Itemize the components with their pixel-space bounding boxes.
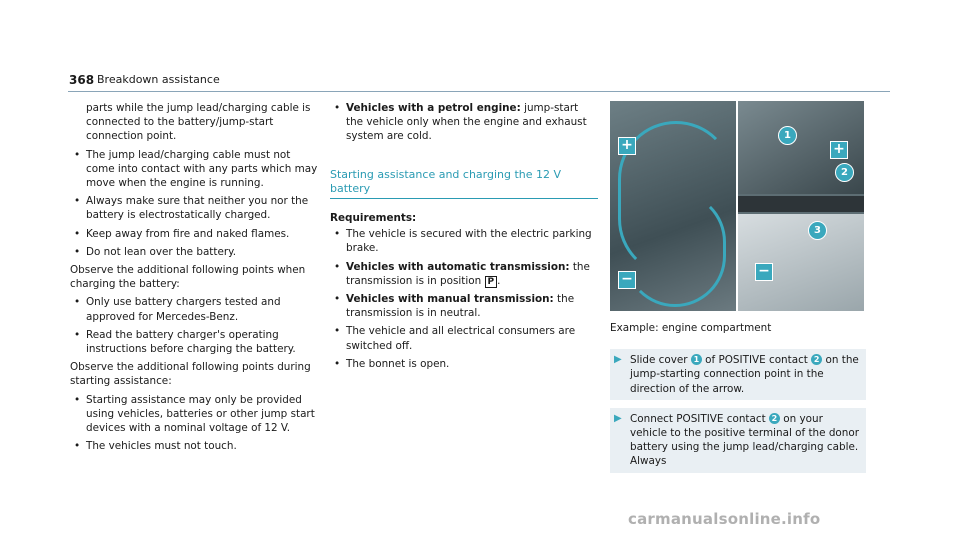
requirements-list	[330, 227, 598, 371]
bullet-icon: •	[334, 357, 341, 370]
requirements-title: Requirements:	[330, 212, 417, 225]
callout-2: 2	[811, 354, 822, 365]
list-item: • Always make sure that neither you nor the battery is electrostatically charged.	[74, 195, 309, 222]
list-item: • The bonnet is open.	[334, 357, 450, 370]
engine-compartment-image	[610, 101, 864, 311]
bullet-icon: •	[74, 440, 81, 453]
list-item: • Vehicles with manual transmission: the transmission is in neutral.	[334, 293, 575, 320]
step-slide-cover: ▶ Slide cover 1 of POSITIVE contact 2 on the jump-starting connection point in the direction of the arrow.	[610, 349, 866, 400]
minus-icon: −	[755, 263, 773, 281]
bullet-icon: •	[74, 195, 81, 208]
callout-3: 3	[808, 221, 827, 240]
list-item: • Only use battery chargers tested and approved for Mercedes-Benz.	[74, 296, 281, 323]
callout-1: 1	[691, 354, 702, 365]
bullet-icon: •	[74, 296, 81, 309]
observe-charging-text: Observe the additional following points when charging the battery:	[70, 264, 306, 291]
callout-2: 2	[835, 163, 854, 182]
callout-1: 1	[778, 126, 797, 145]
list-item: • Read the battery charger's operating instructions before charging the battery.	[74, 328, 296, 356]
warning-list	[70, 148, 322, 259]
bullet-icon: •	[74, 393, 81, 406]
bullet-icon: •	[74, 245, 81, 258]
step-connect-positive: ▶ Connect POSITIVE contact 2 on your vehicle to the positive terminal of the donor battery using the jump lead/charging cable. Always	[610, 408, 866, 473]
bullet-icon: •	[74, 148, 81, 161]
list-item: • Starting assistance may only be provided using vehicles, batteries or other jump start devices with a nominal voltage of 12 V.	[74, 393, 315, 435]
mercedes-badge-strip	[738, 196, 864, 212]
bullet-icon: •	[334, 228, 341, 241]
header-divider	[68, 91, 890, 92]
bullet-icon: •	[74, 227, 81, 240]
column-middle	[330, 101, 598, 375]
page-number: 368	[69, 73, 95, 87]
list-item: • The vehicle is secured with the electric parking brake.	[334, 228, 592, 255]
list-item: • Do not lean over the battery.	[74, 245, 237, 258]
starting-list	[70, 393, 322, 454]
section-subheading: Starting assistance and charging the 12 V battery	[330, 168, 598, 199]
bullet-icon: •	[334, 102, 341, 114]
callout-2: 2	[769, 413, 780, 424]
bullet-icon: •	[74, 328, 81, 341]
intro-text: parts while the jump lead/charging cable is connected to the battery/jump-start connection point.	[86, 102, 311, 143]
bullet-icon: •	[334, 293, 341, 306]
image-caption: Example: engine compartment	[610, 322, 772, 334]
page-header	[69, 73, 889, 91]
arrow-right-icon: ▶	[614, 354, 622, 366]
cable-negative-line	[624, 191, 726, 307]
minus-icon: −	[618, 271, 636, 289]
plus-icon: +	[830, 141, 848, 159]
list-item: • Keep away from fire and naked flames.	[74, 227, 290, 240]
arrow-right-icon: ▶	[614, 412, 622, 424]
list-item: • Vehicles with a petrol engine: jump-start the vehicle only when the engine and exhaust system are cold.	[334, 102, 587, 143]
column-right	[610, 101, 866, 481]
petrol-note	[330, 101, 598, 144]
list-item: • The vehicles must not touch.	[74, 440, 237, 453]
plus-icon: +	[618, 137, 636, 155]
bullet-icon: •	[334, 325, 341, 338]
section-title: Breakdown assistance	[97, 73, 220, 86]
watermark: carmanualsonline.info	[628, 510, 821, 528]
observe-starting-text: Observe the additional following points during starting assistance:	[70, 361, 311, 388]
petrol-label: Vehicles with a petrol engine:	[346, 102, 521, 114]
list-item: • The jump lead/charging cable must not come into contact with any parts which may move when the engine is running.	[74, 148, 318, 190]
charging-list	[70, 295, 322, 356]
column-left	[70, 101, 322, 457]
list-item: • Vehicles with automatic transmission: the transmission is in position P .	[334, 260, 590, 287]
list-item: • The vehicle and all electrical consumers are switched off.	[334, 325, 576, 352]
bullet-icon: •	[334, 260, 341, 273]
park-position-icon: P	[485, 276, 498, 288]
